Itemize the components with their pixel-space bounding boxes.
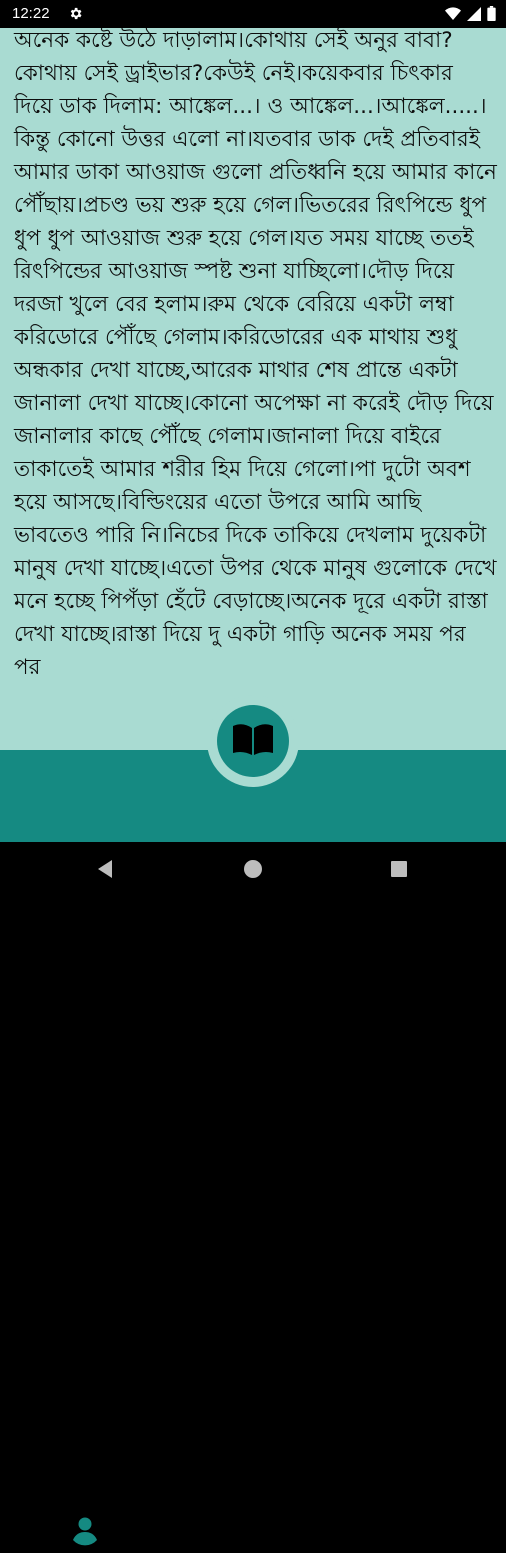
settings-button[interactable]	[399, 1510, 443, 1552]
book-icon	[231, 722, 275, 760]
back-button[interactable]	[92, 858, 118, 884]
status-bar	[0, 0, 506, 28]
recents-button[interactable]	[386, 858, 412, 884]
settings-gear-icon	[401, 1509, 441, 1553]
story-reader[interactable]	[0, 28, 506, 750]
battery-icon	[487, 6, 496, 25]
gear-icon	[68, 6, 83, 25]
home-icon	[243, 859, 263, 883]
system-navigation-bar	[0, 842, 506, 900]
recents-icon	[390, 860, 408, 882]
home-button[interactable]	[240, 858, 266, 884]
status-time: 12:22	[12, 5, 50, 22]
wifi-icon	[445, 6, 461, 25]
profile-icon	[65, 1509, 105, 1553]
back-icon	[96, 859, 114, 883]
library-button[interactable]	[217, 705, 289, 777]
signal-icon	[467, 6, 481, 25]
story-text: অনেক কষ্টে উঠে দাড়ালাম।কোথায় সেই অনুর বাবা?কোথায় সেই ড্রাইভার?কেউই নেই।কয়েকবার চিৎকার দিয়ে ডাক দিলাম: আঙ্কেল...। ও আঙ্কেল...।আঙ্কেল.....।কিন্তু কোনো উত্তর এলো না।যতবার ডাক দেই প্রতিবারই আমার ডাকা আওয়াজ গুলো প্রতিধ্বনি হয়ে আমার কানে পৌঁছায়।প্রচণ্ড ভয় শুরু হয়ে গেল।ভিতরের রিৎপিন্ডে ধুপ ধুপ ধুপ আওয়াজ শুরু হয়ে গেল।যত সময় যাচ্ছে ততই রিৎপিন্ডের আওয়াজ স্পষ্ট শুনা যাচ্ছিলো।দৌড় দিয়ে দরজা খুলে বের হলাম।রুম থেকে বেরিয়ে একটা লম্বা করিডোরে পৌঁছে গেলাম।করিডোরের এক মাথায় শুধু অন্ধকার দেখা যাচ্ছে,আরেক মাথার শেষ প্রান্তে একটা জানালা দেখা যাচ্ছে।কোনো অপেক্ষা না করেই দৌড় দিয়ে জানালার কাছে পৌঁছে গেলাম।জানালা দিয়ে বাইরে তাকাতেই আমার শরীর হিম দিয়ে গেলো।পা দুটো অবশ হয়ে আসছে।বিল্ডিংয়ের এতো উপরে আমি আছি ভাবতেও পারি নি।নিচের দিকে তাকিয়ে দেখলাম দুয়েকটা মানুষ দেখা যাচ্ছে।এতো উপর থেকে মানুষ গুলোকে দেখে মনে হচ্ছে পিপঁড়া হেঁটে বেড়াচ্ছে।অনেক দূরে একটা রাস্তা দেখা যাচ্ছে।রাস্তা দিয়ে দু একটা গাড়ি অনেক সময় পর পর	[14, 28, 497, 680]
profile-button[interactable]	[64, 1510, 106, 1552]
